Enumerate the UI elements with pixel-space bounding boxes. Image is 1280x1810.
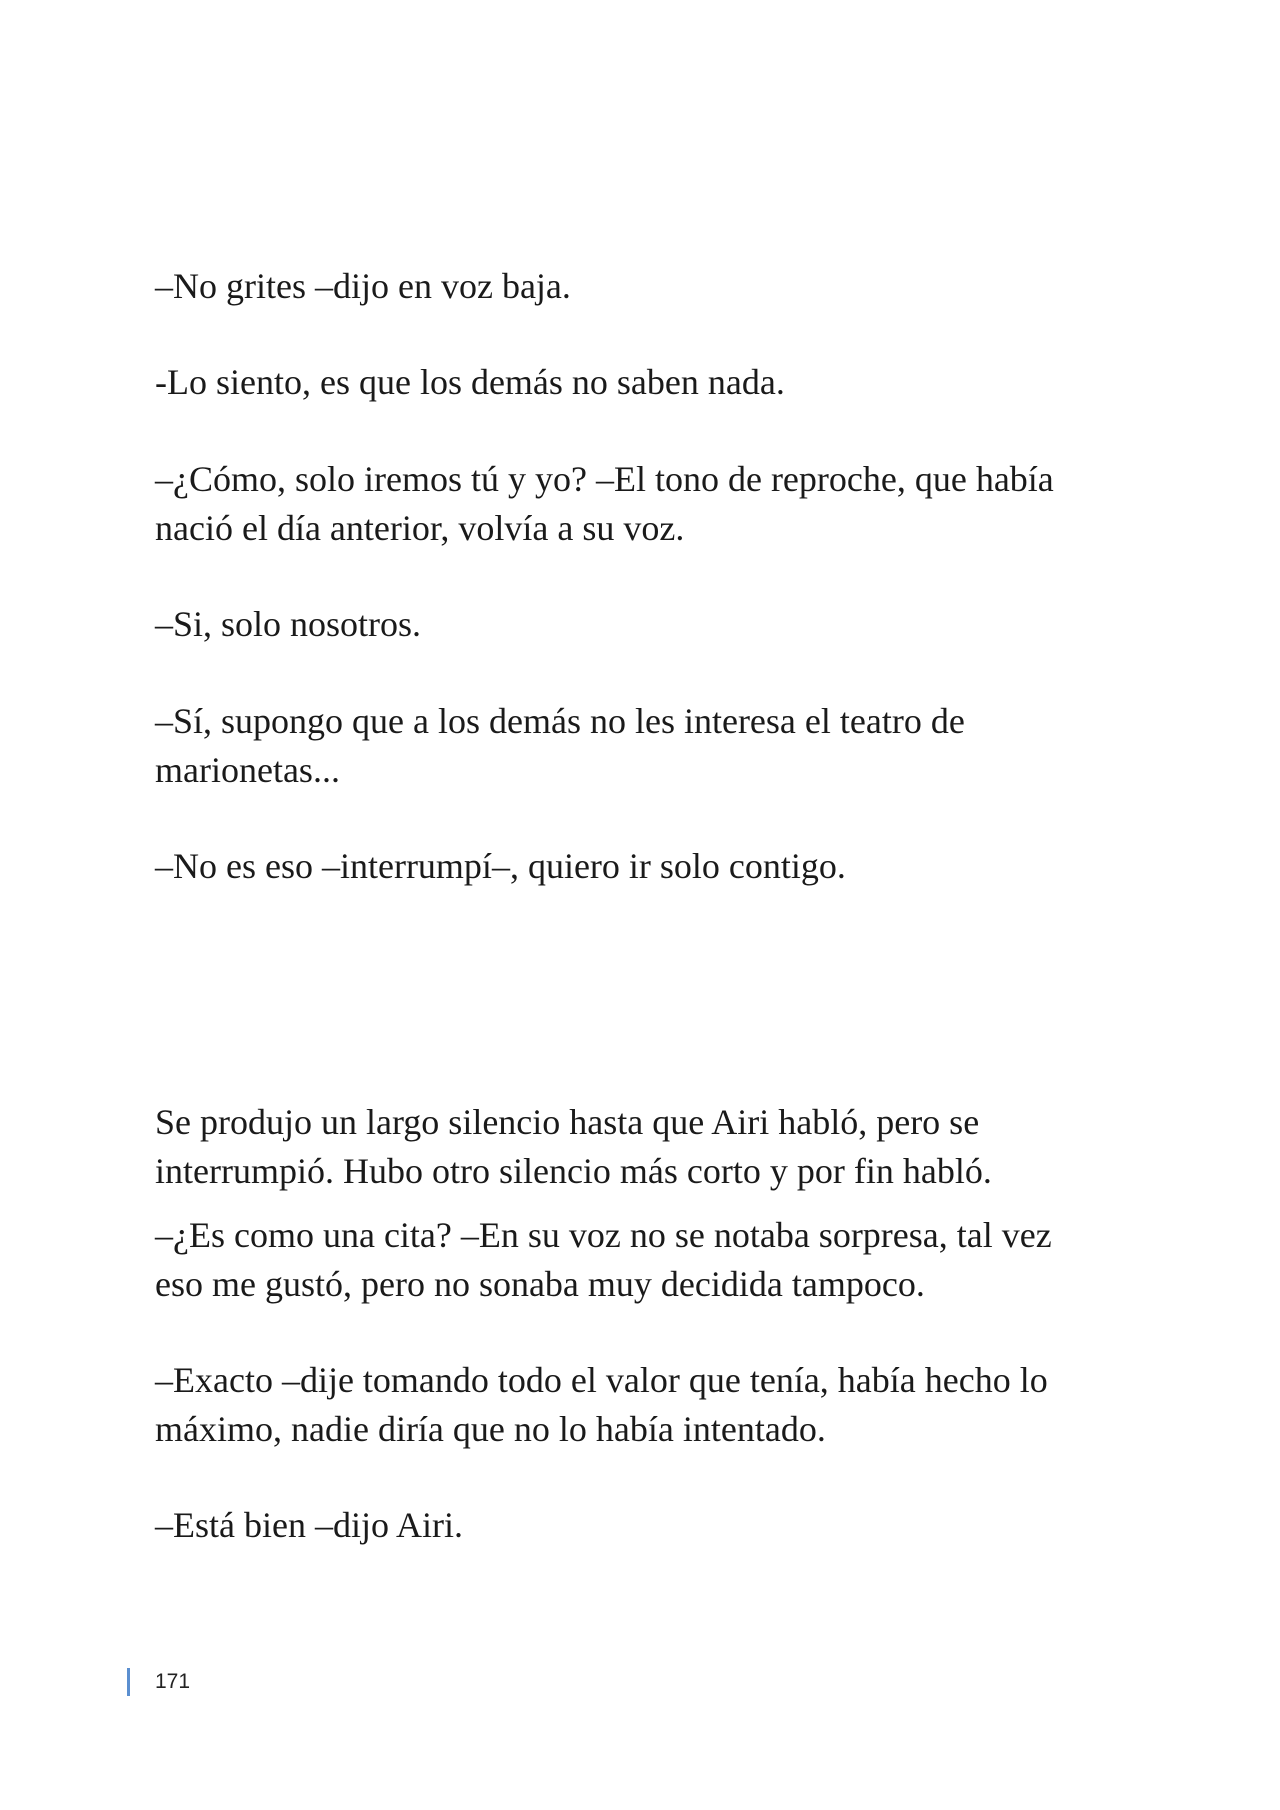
paragraph: –Sí, supongo que a los demás no les interesa el teatro de marionetas... bbox=[155, 701, 965, 790]
paragraph: –Está bien –dijo Airi. bbox=[155, 1505, 463, 1545]
paragraph: –Exacto –dije tomando todo el valor que tenía, había hecho lo máximo, nadie diría que no lo había intentado. bbox=[155, 1360, 1048, 1449]
paragraph: Se produjo un largo silencio hasta que Airi habló, pero se interrumpió. Hubo otro silencio más corto y por fin habló. bbox=[155, 1102, 992, 1191]
paragraph: –Si, solo nosotros. bbox=[155, 604, 422, 644]
paragraph: –¿Cómo, solo iremos tú y yo? –El tono de reproche, que había nació el día anterior, volvía a su voz. bbox=[155, 459, 1054, 548]
paragraph: -Lo siento, es que los demás no saben nada. bbox=[155, 362, 785, 402]
paragraph: –¿Es como una cita? –En su voz no se notaba sorpresa, tal vez eso me gustó, pero no sonaba muy decidida tampoco. bbox=[155, 1215, 1052, 1304]
footer-accent-bar bbox=[127, 1668, 130, 1696]
page-number: 171 bbox=[155, 1670, 191, 1693]
paragraph: –No grites –dijo en voz baja. bbox=[155, 266, 571, 306]
paragraph: –No es eso –interrumpí–, quiero ir solo contigo. bbox=[155, 846, 846, 886]
